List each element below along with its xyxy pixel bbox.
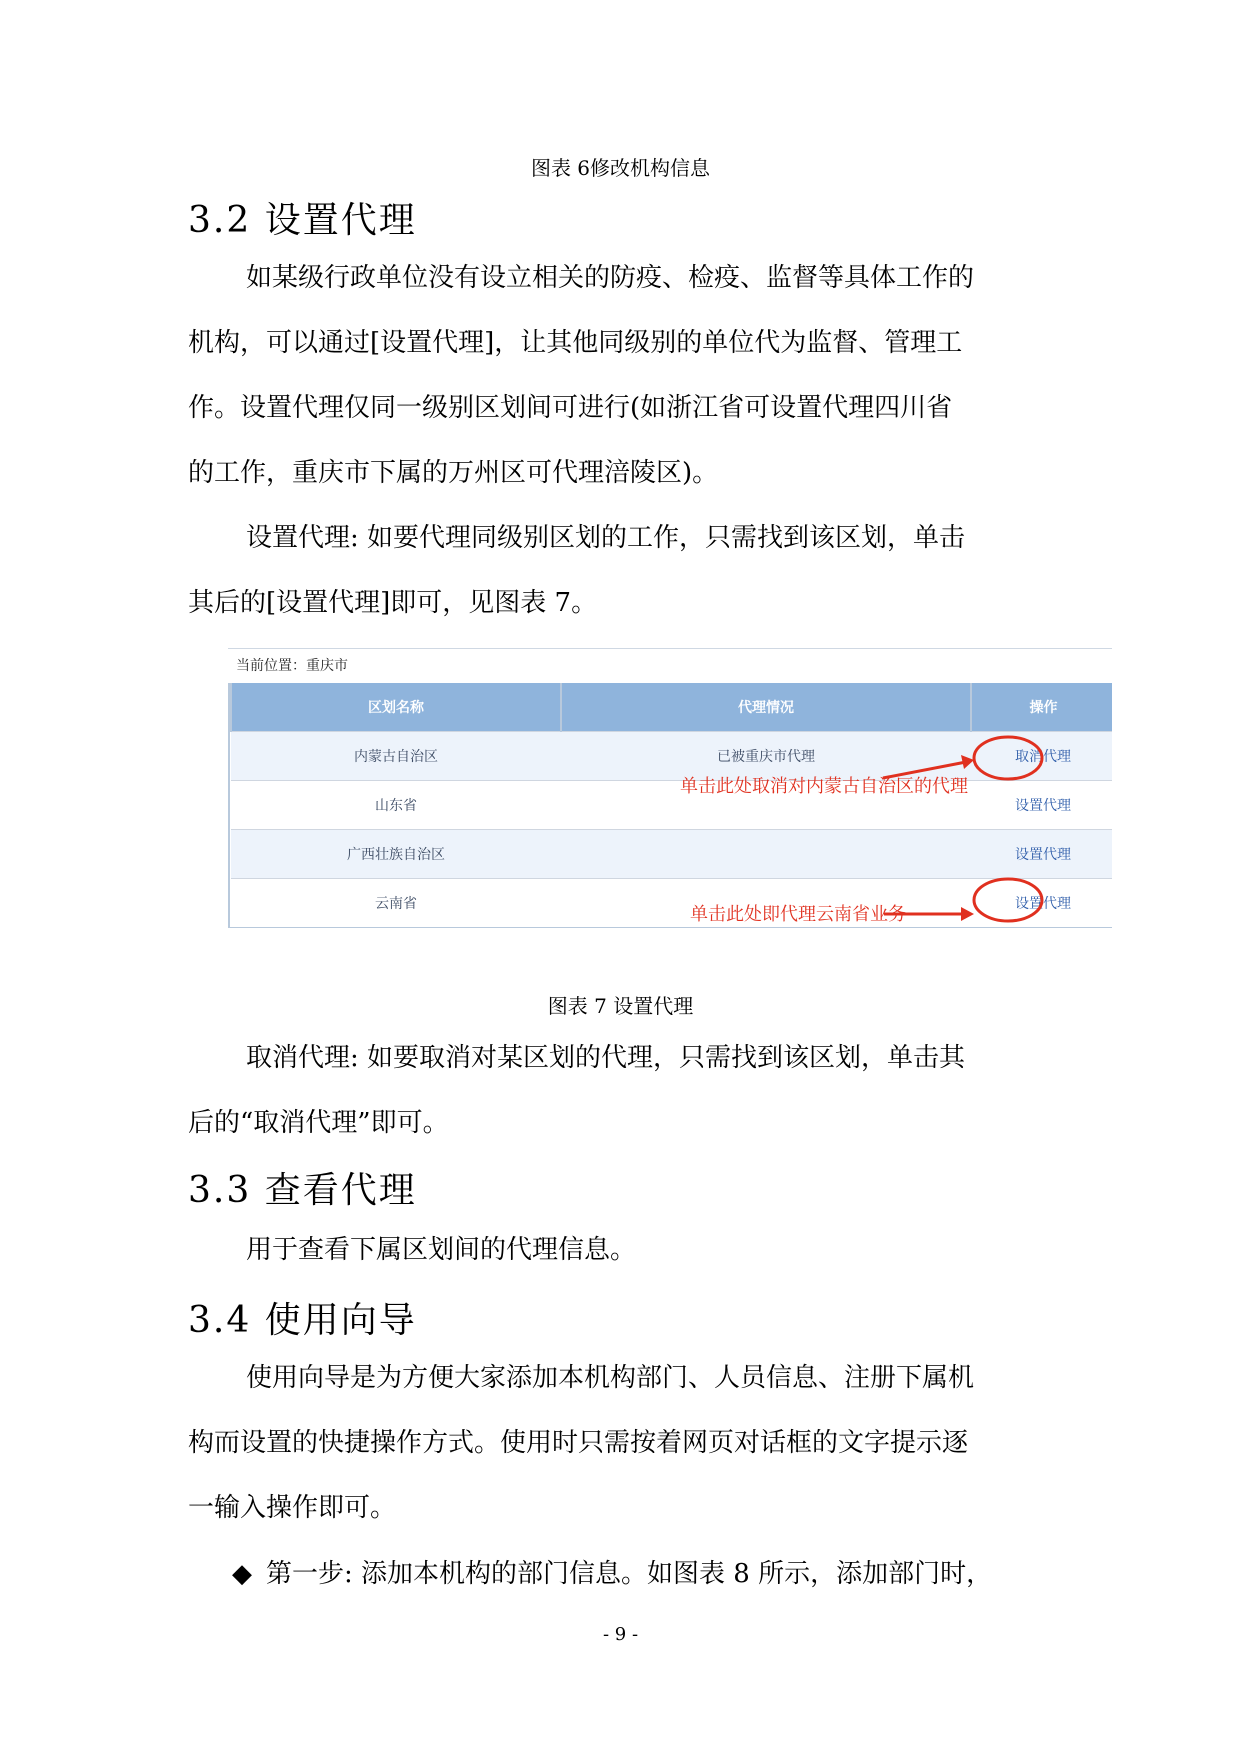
page-number: - 9 - bbox=[602, 1624, 639, 1645]
arrow-head-cancel bbox=[961, 755, 974, 769]
arrow-head-set bbox=[961, 907, 974, 921]
section-3-2-paragraph-1 bbox=[188, 246, 1058, 506]
paragraph-line: 的工作，重庆市下属的万州区可代理涪陵区)。 bbox=[188, 458, 719, 488]
figure-7-screenshot bbox=[228, 648, 1112, 928]
column-header-proxy-status: 代理情况 bbox=[561, 683, 971, 732]
paragraph-line: 用于查看下属区划间的代理信息。 bbox=[246, 1235, 637, 1265]
paragraph-line: 后的“取消代理”即可。 bbox=[188, 1108, 449, 1138]
paragraph-line: 构而设置的快捷操作方式。使用时只需按着网页对话框的文字提示逐 bbox=[188, 1428, 969, 1458]
paragraph-line: 设置代理: 如要代理同级别区划的工作，只需找到该区划，单击 bbox=[246, 523, 966, 553]
annotation-cancel-proxy: 单击此处取消对内蒙古自治区的代理 bbox=[680, 776, 968, 797]
highlight-circle-set bbox=[974, 879, 1042, 921]
paragraph-line: 使用向导是为方便大家添加本机构部门、人员信息、注册下属机 bbox=[246, 1363, 975, 1393]
region-name: 内蒙古自治区 bbox=[231, 732, 561, 781]
set-proxy-link[interactable]: 设置代理 bbox=[971, 879, 1112, 928]
arrow-line-cancel bbox=[883, 762, 966, 778]
section-3-2-paragraph-2 bbox=[188, 506, 1058, 636]
cancel-proxy-link[interactable]: 取消代理 bbox=[971, 732, 1112, 781]
paragraph-line: 取消代理: 如要取消对某区划的代理，只需找到该区划，单击其 bbox=[246, 1043, 966, 1073]
section-3-2-heading: 3.2 设置代理 bbox=[188, 200, 417, 241]
current-location-label: 当前位置：重庆市 bbox=[228, 648, 1112, 683]
paragraph-line: 一输入操作即可。 bbox=[188, 1493, 397, 1523]
section-3-3-heading: 3.3 查看代理 bbox=[188, 1170, 417, 1211]
annotation-set-proxy: 单击此处即代理云南省业务 bbox=[690, 904, 906, 925]
section-3-4-paragraph bbox=[188, 1346, 1058, 1541]
paragraph-line: 机构，可以通过[设置代理]，让其他同级别的单位代为监督、管理工 bbox=[188, 328, 963, 358]
paragraph-line: 其后的[设置代理]即可，见图表 7。 bbox=[188, 588, 598, 618]
proxy-status: 已被重庆市代理 bbox=[561, 732, 971, 781]
section-3-4-heading: 3.4 使用向导 bbox=[188, 1300, 417, 1341]
cancel-proxy-paragraph bbox=[188, 1026, 1058, 1156]
step-one-bullet bbox=[232, 1542, 992, 1607]
column-header-region: 区划名称 bbox=[231, 683, 561, 732]
annotation-overlay bbox=[228, 648, 1112, 928]
step-one-text: 第一步: 添加本机构的部门信息。如图表 8 所示，添加部门时， bbox=[266, 1559, 993, 1589]
region-name: 广西壮族自治区 bbox=[231, 830, 561, 879]
region-name: 云南省 bbox=[231, 879, 561, 928]
paragraph-line: 作。设置代理仅同一级别区划间可进行(如浙江省可设置代理四川省 bbox=[188, 393, 953, 423]
figure-7-caption: 图表 7 设置代理 bbox=[547, 994, 694, 1018]
figure-6-caption: 图表 6修改机构信息 bbox=[530, 156, 711, 180]
highlight-circle-cancel bbox=[974, 737, 1042, 779]
diamond-bullet-icon: ◆ bbox=[232, 1559, 252, 1589]
set-proxy-link[interactable]: 设置代理 bbox=[971, 781, 1112, 830]
paragraph-line: 如某级行政单位没有设立相关的防疫、检疫、监督等具体工作的 bbox=[246, 263, 975, 293]
region-name: 山东省 bbox=[231, 781, 561, 830]
set-proxy-link[interactable]: 设置代理 bbox=[971, 830, 1112, 879]
column-header-action: 操作 bbox=[971, 683, 1112, 732]
section-3-3-paragraph bbox=[188, 1218, 1058, 1283]
